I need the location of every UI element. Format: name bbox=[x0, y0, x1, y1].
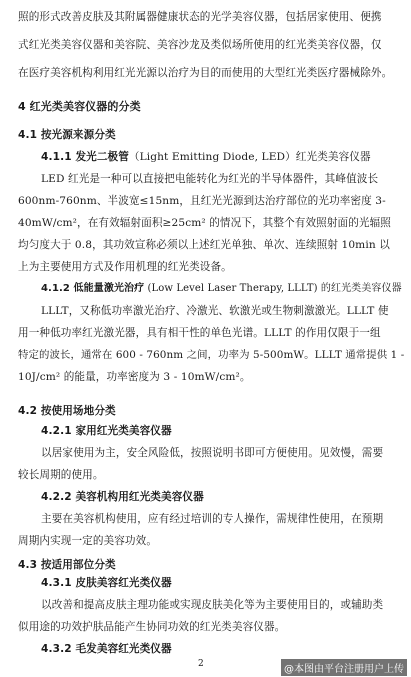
paragraph-line: 主要在美容机构使用，应有经过培训的专人操作，需规律性使用，在预期 bbox=[41, 513, 384, 525]
paragraph-line: 以改善和提高皮肤主理功能或实现皮肤美化等为主要使用目的，或辅助类 bbox=[41, 599, 384, 611]
heading-number-title: 4.1.2 低能量激光治疗 bbox=[41, 283, 145, 294]
section-heading-4: 4 红光类美容仪器的分类 bbox=[18, 100, 141, 113]
paragraph-line: LLLT，又称低功率激光治疗、冷激光、软激光或生物刺激激光。LLLT 使 bbox=[41, 305, 389, 317]
paragraph-line: 以居家使用为主，安全风险低，按照说明书即可方便使用。见效慢，需要 bbox=[41, 447, 384, 459]
paragraph-line: 特定的波长，通常在 600 - 760nm 之间，功率为 5-500mW。LLLT 通常提供 1 - bbox=[18, 349, 405, 361]
subsection-heading-4-2-1: 4.2.1 家用红光类美容仪器 bbox=[41, 425, 172, 437]
paragraph-line: 式红光类美容仪器和美容院、美容沙龙及类似场所使用的红光类美容仪器，仅 bbox=[18, 39, 382, 51]
subsection-heading-4-3-2: 4.3.2 毛发美容红光类仪器 bbox=[41, 643, 172, 655]
section-heading-4-2: 4.2 按使用场地分类 bbox=[18, 405, 116, 417]
paragraph-line: 用一种低功率红光激光器，具有相干性的单色光谱。LLLT 的作用仅限于一组 bbox=[18, 327, 381, 339]
subsection-heading-4-1-2 bbox=[41, 282, 402, 296]
paragraph-line: 较长周期的使用。 bbox=[18, 469, 104, 481]
upload-watermark: @本图由平台注册用户上传 bbox=[281, 659, 407, 676]
section-heading-4-3: 4.3 按适用部位分类 bbox=[18, 559, 116, 571]
section-heading-4-1: 4.1 按光源来源分类 bbox=[18, 129, 116, 141]
paragraph-line: 在医疗美容机构利用红光光源以治疗为目的而使用的大型红光类医疗器械除外。 bbox=[18, 67, 393, 79]
paragraph-line: 周期内实现一定的美容功效。 bbox=[18, 535, 158, 547]
subsection-heading-4-2-2: 4.2.2 美容机构用红光类美容仪器 bbox=[41, 491, 204, 503]
paragraph-line: 照的形式改善皮肤及其附属器健康状态的光学美容仪器，包括居家使用、便携 bbox=[18, 11, 382, 23]
paragraph-line: 10J/cm² 的能量，功率密度为 3 - 10mW/cm²。 bbox=[18, 371, 251, 383]
heading-subtitle: （Light Emitting Diode, LED）红光类美容仪器 bbox=[128, 151, 371, 163]
paragraph-line: 40mW/cm²，在有效辐射面积≥25cm² 的情况下，其整个有效照射面的光辐照 bbox=[18, 217, 391, 229]
subsection-heading-4-3-1: 4.3.1 皮肤美容红光类仪器 bbox=[41, 577, 172, 589]
paragraph-line: 均匀度大于 0.8，其功效宣称必须以上述红光单独、单次、连续照射 10min 以 bbox=[18, 239, 390, 251]
paragraph-line: 上为主要使用方式及作用机理的红光类设备。 bbox=[18, 261, 232, 273]
paragraph-line: 600nm-760nm、半波宽≤15nm，且红光光源到达治疗部位的光功率密度 3- bbox=[18, 195, 386, 207]
page-number: 2 bbox=[198, 659, 204, 669]
heading-number-title: 4.1.1 发光二极管 bbox=[41, 151, 129, 163]
heading-subtitle: (Low Level Laser Therapy, LLLT) 的红光类美容仪器 bbox=[144, 283, 402, 294]
paragraph-line: LED 红光是一种可以直接把电能转化为红光的半导体器件，其峰值波长 bbox=[41, 173, 379, 185]
subsection-heading-4-1-1 bbox=[41, 150, 371, 164]
paragraph-line: 似用途的功效护肤品能产生协同功效的红光类美容仪器。 bbox=[18, 621, 286, 633]
